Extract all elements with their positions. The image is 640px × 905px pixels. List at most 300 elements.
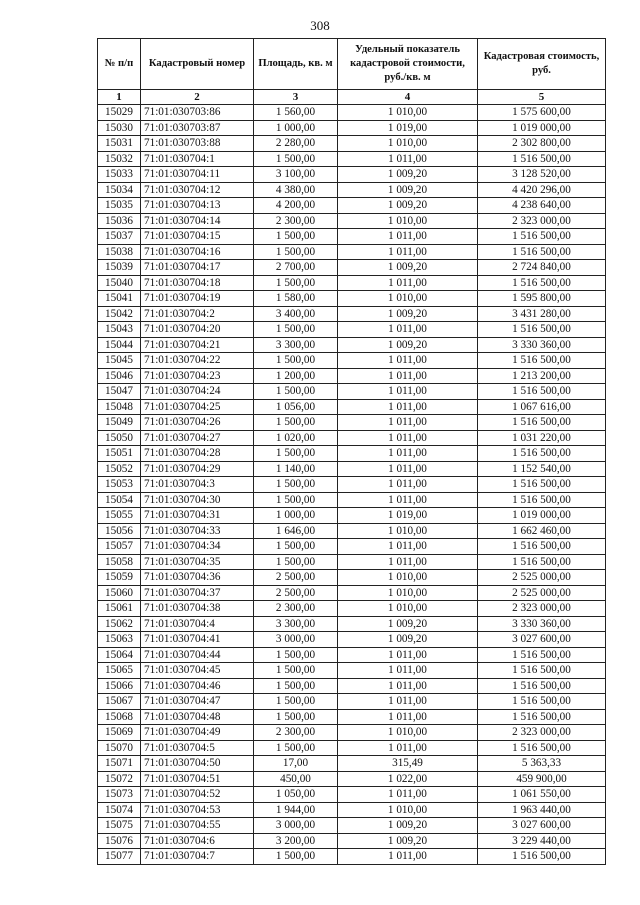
cell-rate: 1 011,00 <box>338 647 478 663</box>
cell-cadastral-number: 71:01:030704:3 <box>141 477 254 493</box>
cell-rate: 1 011,00 <box>338 244 478 260</box>
cell-cadastral-number: 71:01:030704:7 <box>141 849 254 865</box>
cell-rate: 1 011,00 <box>338 384 478 400</box>
cell-cost: 1 963 440,00 <box>478 802 606 818</box>
cell-area: 1 500,00 <box>254 415 338 431</box>
cell-cadastral-number: 71:01:030703:86 <box>141 105 254 121</box>
cell-cadastral-number: 71:01:030704:53 <box>141 802 254 818</box>
cell-rate: 1 011,00 <box>338 275 478 291</box>
cell-cost: 2 724 840,00 <box>478 260 606 276</box>
cell-cost: 1 575 600,00 <box>478 105 606 121</box>
table-row <box>98 492 606 508</box>
table-row <box>98 740 606 756</box>
cell-row-number: 15054 <box>98 492 141 508</box>
cell-row-number: 15063 <box>98 632 141 648</box>
table-row <box>98 213 606 229</box>
cell-row-number: 15035 <box>98 198 141 214</box>
cell-rate: 1 010,00 <box>338 601 478 617</box>
column-number-row <box>98 90 606 105</box>
cell-cost: 1 019 000,00 <box>478 120 606 136</box>
cell-cadastral-number: 71:01:030704:4 <box>141 616 254 632</box>
table-row <box>98 477 606 493</box>
cell-cost: 1 031 220,00 <box>478 430 606 446</box>
cell-area: 1 500,00 <box>254 554 338 570</box>
cell-cadastral-number: 71:01:030704:47 <box>141 694 254 710</box>
table-row <box>98 182 606 198</box>
cell-area: 1 000,00 <box>254 508 338 524</box>
cell-cadastral-number: 71:01:030704:50 <box>141 756 254 772</box>
cell-cost: 1 516 500,00 <box>478 709 606 725</box>
cell-cost: 3 330 360,00 <box>478 616 606 632</box>
cell-area: 1 500,00 <box>254 539 338 555</box>
table-row <box>98 818 606 834</box>
cell-row-number: 15036 <box>98 213 141 229</box>
cell-rate: 1 009,20 <box>338 182 478 198</box>
cell-cadastral-number: 71:01:030704:11 <box>141 167 254 183</box>
cell-cost: 1 516 500,00 <box>478 647 606 663</box>
cell-cost: 1 516 500,00 <box>478 663 606 679</box>
cell-cost: 3 431 280,00 <box>478 306 606 322</box>
cell-row-number: 15058 <box>98 554 141 570</box>
cell-cost: 1 516 500,00 <box>478 322 606 338</box>
cell-cadastral-number: 71:01:030704:34 <box>141 539 254 555</box>
cell-rate: 1 011,00 <box>338 353 478 369</box>
column-number: 2 <box>141 90 254 105</box>
cell-cadastral-number: 71:01:030704:36 <box>141 570 254 586</box>
cell-rate: 1 010,00 <box>338 213 478 229</box>
cell-rate: 1 009,20 <box>338 306 478 322</box>
cell-area: 4 380,00 <box>254 182 338 198</box>
cell-rate: 1 009,20 <box>338 616 478 632</box>
cell-rate: 1 011,00 <box>338 849 478 865</box>
cell-cadastral-number: 71:01:030704:22 <box>141 353 254 369</box>
cell-rate: 1 011,00 <box>338 322 478 338</box>
cell-rate: 1 011,00 <box>338 663 478 679</box>
page-number: 308 <box>310 18 330 33</box>
cell-row-number: 15056 <box>98 523 141 539</box>
cell-rate: 1 022,00 <box>338 771 478 787</box>
cell-cost: 1 516 500,00 <box>478 554 606 570</box>
cell-cadastral-number: 71:01:030704:27 <box>141 430 254 446</box>
cell-cost: 1 516 500,00 <box>478 275 606 291</box>
cell-row-number: 15073 <box>98 787 141 803</box>
cell-cost: 1 516 500,00 <box>478 849 606 865</box>
table-row <box>98 678 606 694</box>
cell-row-number: 15067 <box>98 694 141 710</box>
cell-row-number: 15074 <box>98 802 141 818</box>
cell-area: 2 700,00 <box>254 260 338 276</box>
cell-area: 1 500,00 <box>254 694 338 710</box>
cell-row-number: 15043 <box>98 322 141 338</box>
cell-row-number: 15057 <box>98 539 141 555</box>
cell-area: 2 500,00 <box>254 570 338 586</box>
cell-row-number: 15064 <box>98 647 141 663</box>
cell-row-number: 15046 <box>98 368 141 384</box>
table-row <box>98 167 606 183</box>
table-row <box>98 446 606 462</box>
header-cost: Кадастровая стоимость, руб. <box>478 39 606 90</box>
table-row <box>98 771 606 787</box>
table-row <box>98 787 606 803</box>
cell-area: 1 500,00 <box>254 275 338 291</box>
cell-cadastral-number: 71:01:030704:26 <box>141 415 254 431</box>
cell-cost: 1 213 200,00 <box>478 368 606 384</box>
cell-cost: 1 061 550,00 <box>478 787 606 803</box>
cell-row-number: 15072 <box>98 771 141 787</box>
table-row <box>98 337 606 353</box>
table-row <box>98 833 606 849</box>
cell-rate: 1 019,00 <box>338 508 478 524</box>
cell-cadastral-number: 71:01:030703:88 <box>141 136 254 152</box>
cell-rate: 1 009,20 <box>338 260 478 276</box>
cell-rate: 1 011,00 <box>338 430 478 446</box>
cell-cadastral-number: 71:01:030703:87 <box>141 120 254 136</box>
cell-row-number: 15071 <box>98 756 141 772</box>
cell-area: 2 280,00 <box>254 136 338 152</box>
cell-area: 1 500,00 <box>254 384 338 400</box>
column-number: 3 <box>254 90 338 105</box>
cell-row-number: 15061 <box>98 601 141 617</box>
cell-area: 1 500,00 <box>254 709 338 725</box>
cell-rate: 1 011,00 <box>338 554 478 570</box>
cell-row-number: 15065 <box>98 663 141 679</box>
cell-cadastral-number: 71:01:030704:29 <box>141 461 254 477</box>
cell-area: 1 646,00 <box>254 523 338 539</box>
cell-area: 1 500,00 <box>254 678 338 694</box>
table-header <box>98 39 606 105</box>
cell-cadastral-number: 71:01:030704:45 <box>141 663 254 679</box>
cell-rate: 1 010,00 <box>338 105 478 121</box>
table-row <box>98 322 606 338</box>
cell-area: 1 000,00 <box>254 120 338 136</box>
cell-rate: 1 010,00 <box>338 570 478 586</box>
table-row <box>98 384 606 400</box>
cell-area: 3 200,00 <box>254 833 338 849</box>
cell-cadastral-number: 71:01:030704:1 <box>141 151 254 167</box>
cell-rate: 1 009,20 <box>338 818 478 834</box>
cell-row-number: 15062 <box>98 616 141 632</box>
cell-rate: 1 011,00 <box>338 229 478 245</box>
cell-area: 2 300,00 <box>254 725 338 741</box>
cell-cost: 1 019 000,00 <box>478 508 606 524</box>
cell-rate: 1 010,00 <box>338 291 478 307</box>
header-rate: Удельный показатель кадастровой стоимости, руб./кв. м <box>338 39 478 90</box>
cell-cadastral-number: 71:01:030704:6 <box>141 833 254 849</box>
table-row <box>98 694 606 710</box>
cell-cadastral-number: 71:01:030704:37 <box>141 585 254 601</box>
table-row <box>98 709 606 725</box>
cell-cadastral-number: 71:01:030704:18 <box>141 275 254 291</box>
cell-rate: 1 009,20 <box>338 198 478 214</box>
cell-cost: 3 027 600,00 <box>478 818 606 834</box>
cell-area: 2 300,00 <box>254 601 338 617</box>
cell-cost: 1 516 500,00 <box>478 415 606 431</box>
cell-cadastral-number: 71:01:030704:23 <box>141 368 254 384</box>
cell-cost: 1 516 500,00 <box>478 151 606 167</box>
cell-area: 2 300,00 <box>254 213 338 229</box>
cell-cadastral-number: 71:01:030704:16 <box>141 244 254 260</box>
cell-cost: 2 323 000,00 <box>478 213 606 229</box>
cell-area: 1 050,00 <box>254 787 338 803</box>
table-row <box>98 849 606 865</box>
cell-rate: 1 011,00 <box>338 368 478 384</box>
cell-cadastral-number: 71:01:030704:41 <box>141 632 254 648</box>
cell-row-number: 15032 <box>98 151 141 167</box>
cell-rate: 1 009,20 <box>338 337 478 353</box>
cell-area: 1 200,00 <box>254 368 338 384</box>
cell-cadastral-number: 71:01:030704:28 <box>141 446 254 462</box>
cell-area: 4 200,00 <box>254 198 338 214</box>
table-row <box>98 585 606 601</box>
cell-row-number: 15059 <box>98 570 141 586</box>
cell-rate: 1 011,00 <box>338 709 478 725</box>
cell-cost: 1 516 500,00 <box>478 353 606 369</box>
cell-area: 2 500,00 <box>254 585 338 601</box>
cell-cost: 1 516 500,00 <box>478 492 606 508</box>
cell-cost: 1 516 500,00 <box>478 740 606 756</box>
cell-cadastral-number: 71:01:030704:15 <box>141 229 254 245</box>
cell-cost: 1 516 500,00 <box>478 477 606 493</box>
cell-cost: 1 662 460,00 <box>478 523 606 539</box>
cell-rate: 1 011,00 <box>338 415 478 431</box>
table-row <box>98 260 606 276</box>
table-row <box>98 632 606 648</box>
cell-area: 1 056,00 <box>254 399 338 415</box>
table-body <box>98 105 606 865</box>
table-row <box>98 570 606 586</box>
cell-cadastral-number: 71:01:030704:25 <box>141 399 254 415</box>
cell-area: 3 400,00 <box>254 306 338 322</box>
column-number: 5 <box>478 90 606 105</box>
table-row <box>98 291 606 307</box>
cell-row-number: 15031 <box>98 136 141 152</box>
cell-area: 1 500,00 <box>254 647 338 663</box>
cell-area: 450,00 <box>254 771 338 787</box>
cell-cadastral-number: 71:01:030704:33 <box>141 523 254 539</box>
cell-rate: 1 011,00 <box>338 787 478 803</box>
cell-cost: 1 516 500,00 <box>478 678 606 694</box>
cell-row-number: 15045 <box>98 353 141 369</box>
cell-cost: 1 516 500,00 <box>478 229 606 245</box>
cell-cadastral-number: 71:01:030704:20 <box>141 322 254 338</box>
cell-area: 1 140,00 <box>254 461 338 477</box>
table-row <box>98 229 606 245</box>
cell-cost: 1 152 540,00 <box>478 461 606 477</box>
table-row <box>98 105 606 121</box>
header-area: Площадь, кв. м <box>254 39 338 90</box>
cell-cost: 459 900,00 <box>478 771 606 787</box>
table-row <box>98 353 606 369</box>
table-row <box>98 802 606 818</box>
cell-cadastral-number: 71:01:030704:38 <box>141 601 254 617</box>
cell-cost: 3 027 600,00 <box>478 632 606 648</box>
cell-cost: 1 067 616,00 <box>478 399 606 415</box>
cell-cost: 1 516 500,00 <box>478 446 606 462</box>
cell-area: 1 500,00 <box>254 244 338 260</box>
cell-rate: 1 010,00 <box>338 802 478 818</box>
cell-rate: 1 019,00 <box>338 120 478 136</box>
cell-cadastral-number: 71:01:030704:51 <box>141 771 254 787</box>
cell-cost: 5 363,33 <box>478 756 606 772</box>
cell-cadastral-number: 71:01:030704:35 <box>141 554 254 570</box>
cell-cost: 1 595 800,00 <box>478 291 606 307</box>
cell-cost: 2 525 000,00 <box>478 585 606 601</box>
cell-rate: 1 009,20 <box>338 167 478 183</box>
cell-cadastral-number: 71:01:030704:52 <box>141 787 254 803</box>
cell-area: 1 560,00 <box>254 105 338 121</box>
cell-cost: 2 525 000,00 <box>478 570 606 586</box>
cell-row-number: 15053 <box>98 477 141 493</box>
cell-cost: 3 330 360,00 <box>478 337 606 353</box>
cell-rate: 1 011,00 <box>338 678 478 694</box>
cell-cost: 4 238 640,00 <box>478 198 606 214</box>
cell-cadastral-number: 71:01:030704:44 <box>141 647 254 663</box>
table-row <box>98 430 606 446</box>
table-row <box>98 368 606 384</box>
cell-row-number: 15070 <box>98 740 141 756</box>
cell-area: 1 500,00 <box>254 492 338 508</box>
table-row <box>98 461 606 477</box>
cell-area: 1 500,00 <box>254 353 338 369</box>
cell-cadastral-number: 71:01:030704:31 <box>141 508 254 524</box>
cell-cost: 2 302 800,00 <box>478 136 606 152</box>
cell-cadastral-number: 71:01:030704:55 <box>141 818 254 834</box>
cell-row-number: 15075 <box>98 818 141 834</box>
cell-cost: 1 516 500,00 <box>478 694 606 710</box>
cell-cost: 2 323 000,00 <box>478 601 606 617</box>
cadastral-table <box>97 38 606 865</box>
cell-row-number: 15039 <box>98 260 141 276</box>
table-row <box>98 601 606 617</box>
cell-rate: 315,49 <box>338 756 478 772</box>
cell-cost: 1 516 500,00 <box>478 539 606 555</box>
cell-row-number: 15047 <box>98 384 141 400</box>
cell-area: 3 100,00 <box>254 167 338 183</box>
cell-cadastral-number: 71:01:030704:48 <box>141 709 254 725</box>
cell-cadastral-number: 71:01:030704:5 <box>141 740 254 756</box>
cell-rate: 1 011,00 <box>338 399 478 415</box>
table-row <box>98 198 606 214</box>
cell-rate: 1 009,20 <box>338 632 478 648</box>
cell-rate: 1 010,00 <box>338 136 478 152</box>
table-row <box>98 120 606 136</box>
column-number: 1 <box>98 90 141 105</box>
cell-cost: 3 128 520,00 <box>478 167 606 183</box>
table-row <box>98 151 606 167</box>
header-row <box>98 39 606 90</box>
cell-rate: 1 011,00 <box>338 694 478 710</box>
cell-rate: 1 011,00 <box>338 446 478 462</box>
cell-area: 1 500,00 <box>254 322 338 338</box>
cell-area: 1 500,00 <box>254 663 338 679</box>
cell-rate: 1 011,00 <box>338 151 478 167</box>
cell-area: 3 300,00 <box>254 337 338 353</box>
cell-rate: 1 011,00 <box>338 492 478 508</box>
cell-cost: 1 516 500,00 <box>478 384 606 400</box>
table-row <box>98 244 606 260</box>
cell-cadastral-number: 71:01:030704:46 <box>141 678 254 694</box>
cell-area: 1 020,00 <box>254 430 338 446</box>
cell-rate: 1 011,00 <box>338 477 478 493</box>
cell-cadastral-number: 71:01:030704:21 <box>141 337 254 353</box>
cell-row-number: 15040 <box>98 275 141 291</box>
table-row <box>98 523 606 539</box>
cell-area: 1 944,00 <box>254 802 338 818</box>
cell-cadastral-number: 71:01:030704:19 <box>141 291 254 307</box>
cell-row-number: 15060 <box>98 585 141 601</box>
cell-area: 1 580,00 <box>254 291 338 307</box>
cell-row-number: 15052 <box>98 461 141 477</box>
cell-row-number: 15076 <box>98 833 141 849</box>
cell-area: 3 000,00 <box>254 818 338 834</box>
cell-rate: 1 011,00 <box>338 539 478 555</box>
cell-cadastral-number: 71:01:030704:24 <box>141 384 254 400</box>
cell-row-number: 15038 <box>98 244 141 260</box>
cell-rate: 1 010,00 <box>338 523 478 539</box>
header-cadastral: Кадастровый номер <box>141 39 254 90</box>
cell-row-number: 15044 <box>98 337 141 353</box>
table-row <box>98 415 606 431</box>
cell-row-number: 15068 <box>98 709 141 725</box>
cell-row-number: 15077 <box>98 849 141 865</box>
cell-rate: 1 010,00 <box>338 585 478 601</box>
cell-row-number: 15055 <box>98 508 141 524</box>
cell-row-number: 15051 <box>98 446 141 462</box>
cell-area: 1 500,00 <box>254 446 338 462</box>
cell-row-number: 15042 <box>98 306 141 322</box>
cell-rate: 1 011,00 <box>338 740 478 756</box>
cell-row-number: 15034 <box>98 182 141 198</box>
cell-row-number: 15066 <box>98 678 141 694</box>
cell-area: 1 500,00 <box>254 229 338 245</box>
cell-area: 1 500,00 <box>254 849 338 865</box>
table-row <box>98 399 606 415</box>
cell-cost: 1 516 500,00 <box>478 244 606 260</box>
cell-cadastral-number: 71:01:030704:49 <box>141 725 254 741</box>
table-row <box>98 539 606 555</box>
cell-cadastral-number: 71:01:030704:12 <box>141 182 254 198</box>
cell-row-number: 15030 <box>98 120 141 136</box>
cell-rate: 1 010,00 <box>338 725 478 741</box>
cell-rate: 1 009,20 <box>338 833 478 849</box>
cell-area: 1 500,00 <box>254 477 338 493</box>
cell-area: 1 500,00 <box>254 740 338 756</box>
cell-area: 17,00 <box>254 756 338 772</box>
cell-cadastral-number: 71:01:030704:2 <box>141 306 254 322</box>
cell-row-number: 15050 <box>98 430 141 446</box>
cell-row-number: 15029 <box>98 105 141 121</box>
cell-row-number: 15049 <box>98 415 141 431</box>
cell-row-number: 15033 <box>98 167 141 183</box>
cell-cadastral-number: 71:01:030704:30 <box>141 492 254 508</box>
cell-cadastral-number: 71:01:030704:14 <box>141 213 254 229</box>
cell-cost: 2 323 000,00 <box>478 725 606 741</box>
table-row <box>98 647 606 663</box>
table-row <box>98 616 606 632</box>
header-num: № п/п <box>98 39 141 90</box>
cell-area: 1 500,00 <box>254 151 338 167</box>
table-row <box>98 508 606 524</box>
cell-row-number: 15048 <box>98 399 141 415</box>
cell-area: 3 000,00 <box>254 632 338 648</box>
cell-cadastral-number: 71:01:030704:13 <box>141 198 254 214</box>
cell-cost: 3 229 440,00 <box>478 833 606 849</box>
cell-rate: 1 011,00 <box>338 461 478 477</box>
cell-row-number: 15037 <box>98 229 141 245</box>
table-row <box>98 663 606 679</box>
table-row <box>98 306 606 322</box>
column-number: 4 <box>338 90 478 105</box>
